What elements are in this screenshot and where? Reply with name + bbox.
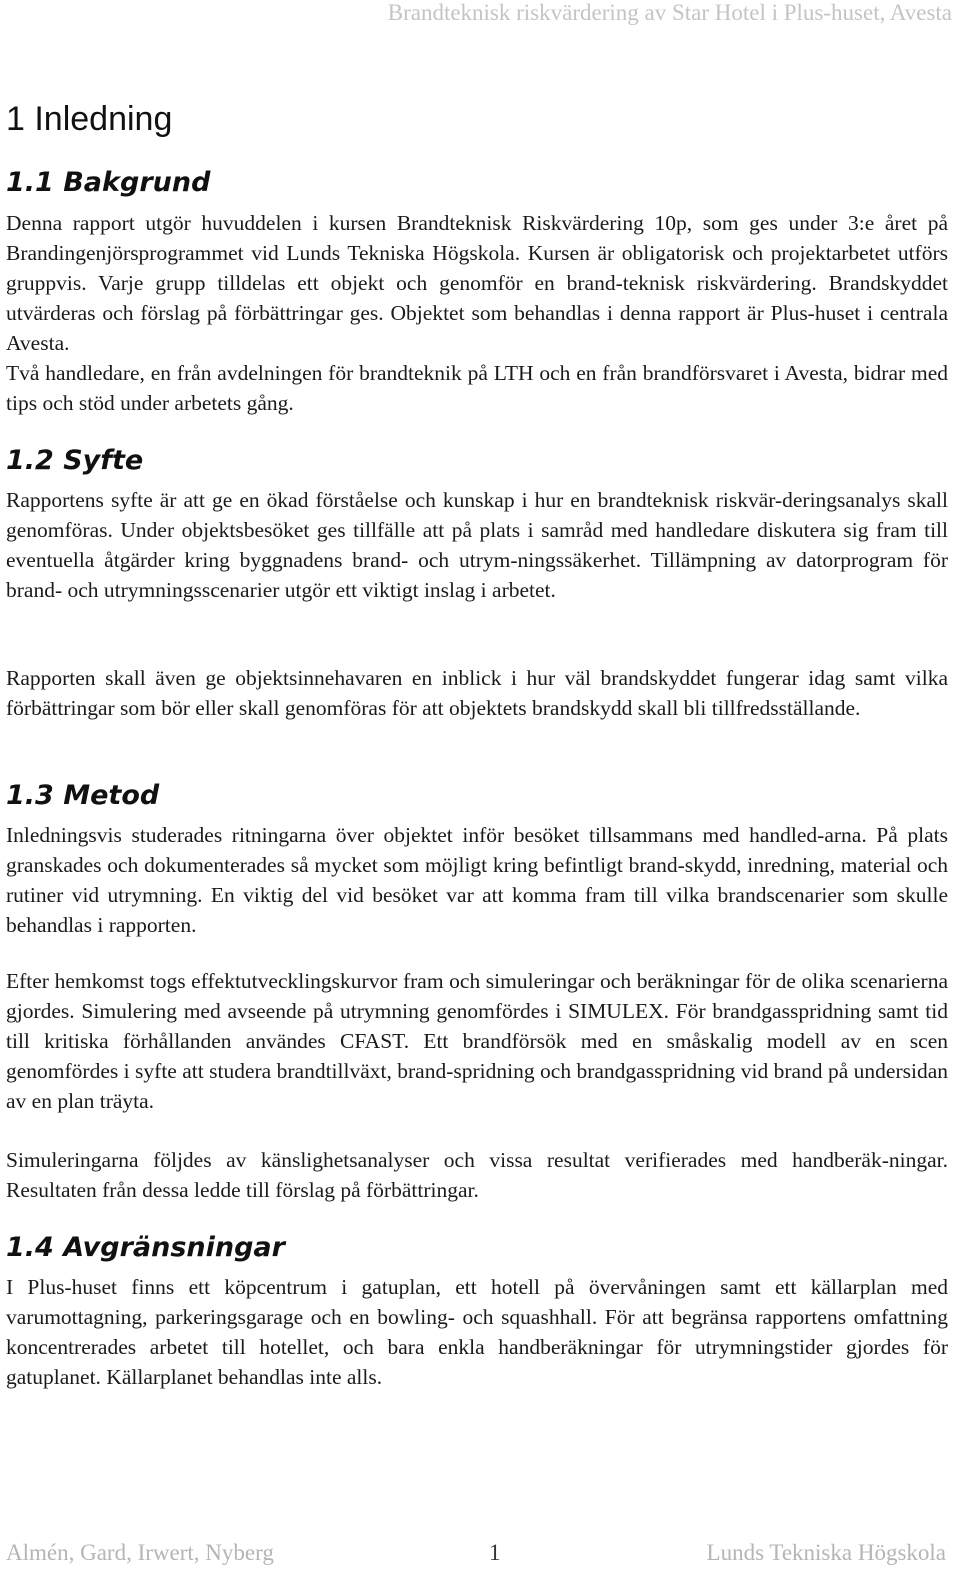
section-title-avgransningar: 1.4 Avgränsningar: [6, 1232, 285, 1263]
page-number: 1: [489, 1540, 501, 1565]
chapter-title: 1 Inledning: [6, 100, 173, 138]
footer-institution: Lunds Tekniska Högskola: [706, 1540, 946, 1565]
section-title-bakgrund: 1.1 Bakgrund: [6, 167, 211, 198]
paragraph-bakgrund-1: Denna rapport utgör huvuddelen i kursen Brandteknisk Riskvärdering 10p, som ges under 3:e året på Brandingenjörsprogrammet vid Lunds Tekniska Högskola. Kursen är obligatorisk och projektarbetet utförs gruppvis. Varje grupp tilldelas ett objekt och genomför en brand-teknisk riskvärdering. Brandskyddet utvärderas och förslag på förbättringar ges. Objektet som behandlas i denna rapport är Plus-huset i centrala Avesta.: [6, 211, 948, 355]
paragraph-avgransningar-1: I Plus-huset finns ett köpcentrum i gatuplan, ett hotell på övervåningen samt ett källarplan med varumottagning, parkeringsgarage och en bowling- och squashhall. För att begränsa rapportens omfattning koncentrerades arbetet till hotellet, och bara enkla handberäkningar för utrymningstider gjordes för gatuplanet. Källarplanet behandlas inte alls.: [6, 1275, 948, 1389]
paragraph-bakgrund-2: Två handledare, en från avdelningen för brandteknik på LTH och en från brandförsvaret i Avesta, bidrar med tips och stöd under arbetets gång.: [6, 361, 948, 415]
paragraph-syfte-1: Rapportens syfte är att ge en ökad förståelse och kunskap i hur en brandteknisk riskvär-deringsanalys skall genomföras. Under objektsbesöket ges tillfälle att på plats i samråd med handledare diskutera sig fram till eventuella åtgärder kring byggnadens brand- och utrym-ningssäkerhet. Tillämpning av datorprogram för brand- och utrymningsscenarier utgör ett viktigt inslag i arbetet.: [6, 488, 948, 602]
page-footer: [0, 1537, 946, 1569]
running-header: Brandteknisk riskvärdering av Star Hotel i Plus-huset, Avesta: [387, 0, 952, 25]
paragraph-metod-2: Efter hemkomst togs effektutvecklingskurvor fram och simuleringar och beräkningar för de olika scenarierna gjordes. Simulering med avseende på utrymning genomfördes i SIMULEX. För brandgasspridning samt tid till kritiska förhållanden användes CFAST. Ett brandförsök med en småskalig modell av en scen genomfördes i syfte att studera brandtillväxt, brand-spridning och brandgasspridning vid brand på undersidan av en plan träyta.: [6, 969, 948, 1113]
paragraph-metod-1: Inledningsvis studerades ritningarna över objektet inför besöket tillsammans med handled-arna. På plats granskades och dokumenterades så mycket som möjligt kring befintligt brand-skydd, inredning, material och rutiner vid utrymning. En viktig del vid besöket var att komma fram till vilka brandscenarier som skulle behandlas i rapporten.: [6, 823, 948, 937]
section-title-metod: 1.3 Metod: [6, 780, 160, 811]
paragraph-metod-3: Simuleringarna följdes av känslighetsanalyser och vissa resultat verifierades med handberäk-ningar. Resultaten från dessa ledde till förslag på förbättringar.: [6, 1148, 948, 1202]
section-title-syfte: 1.2 Syfte: [6, 445, 144, 476]
footer-authors: Almén, Gard, Irwert, Nyberg: [6, 1540, 274, 1565]
paragraph-syfte-2: Rapporten skall även ge objektsinnehavaren en inblick i hur väl brandskyddet fungerar idag samt vilka förbättringar som bör eller skall genomföras för att objektets brandskydd skall bli tillfredsställande.: [6, 666, 948, 720]
